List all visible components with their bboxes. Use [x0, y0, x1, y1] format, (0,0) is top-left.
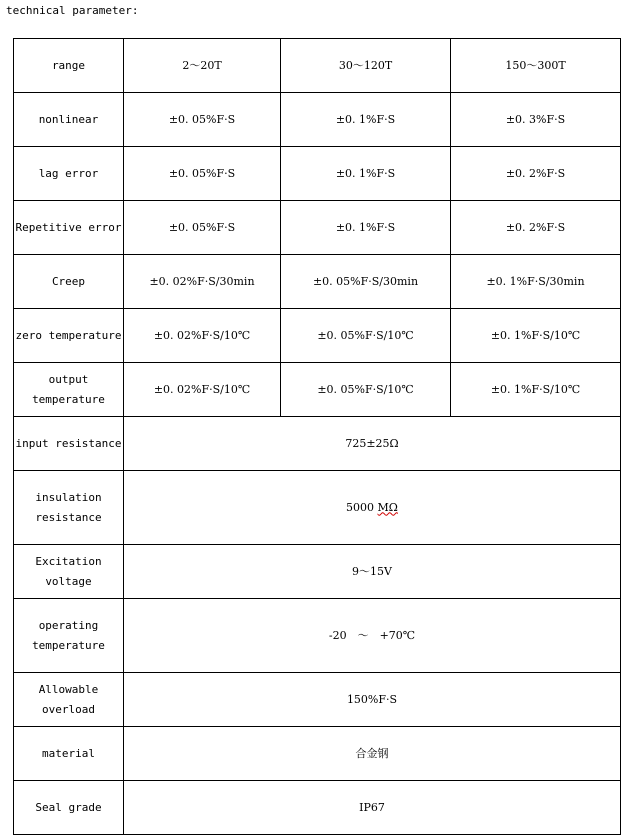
table-row-operating-temperature [14, 599, 621, 673]
table-row-material [14, 727, 621, 781]
merged-value: 9～15V [124, 545, 621, 599]
row-label: input resistance [14, 417, 124, 471]
cell-value: ±0. 1%F·S [281, 147, 451, 201]
table-row-allowable-overload [14, 673, 621, 727]
range-label: range [14, 39, 124, 93]
row-label: Allowable overload [14, 673, 124, 727]
table-row-lag-error [14, 147, 621, 201]
row-label [14, 471, 124, 545]
row-label: Excitation voltage [14, 545, 124, 599]
range-row [14, 39, 621, 93]
row-label: output temperature [14, 363, 124, 417]
cell-value: ±0. 1%F·S/10℃ [451, 363, 621, 417]
technical-parameter-table [13, 38, 621, 835]
cell-value: ±0. 05%F·S/10℃ [281, 363, 451, 417]
merged-value [124, 471, 621, 545]
table-row-insulation-resistance [14, 471, 621, 545]
merged-value: IP67 [124, 781, 621, 835]
cell-value: ±0. 1%F·S [281, 201, 451, 255]
merged-value: 合金钢 [124, 727, 621, 781]
cell-value: ±0. 05%F·S/30min [281, 255, 451, 309]
table-row-seal-grade [14, 781, 621, 835]
value-number: 5000 [346, 500, 378, 514]
cell-value: ±0. 1%F·S/10℃ [451, 309, 621, 363]
range-column-large: 150～300T [451, 39, 621, 93]
row-label: Creep [14, 255, 124, 309]
row-label: zero temperature [14, 309, 124, 363]
cell-value: ±0. 2%F·S [451, 201, 621, 255]
table-row-input-resistance [14, 417, 621, 471]
table-row-zero-temperature [14, 309, 621, 363]
label-line: resistance [35, 510, 102, 524]
row-label [14, 599, 124, 673]
cell-value: ±0. 05%F·S [124, 93, 281, 147]
table-row-output-temperature [14, 363, 621, 417]
cell-value: ±0. 05%F·S [124, 201, 281, 255]
cell-value: ±0. 1%F·S/30min [451, 255, 621, 309]
cell-value: ±0. 02%F·S/30min [124, 255, 281, 309]
section-heading: technical parameter: [6, 4, 139, 17]
spellcheck-marked-unit: MΩ [377, 500, 398, 514]
table-row-excitation-voltage [14, 545, 621, 599]
cell-value: ±0. 02%F·S/10℃ [124, 309, 281, 363]
row-label: material [14, 727, 124, 781]
cell-value: ±0. 05%F·S/10℃ [281, 309, 451, 363]
cell-value: ±0. 02%F·S/10℃ [124, 363, 281, 417]
cell-value: ±0. 3%F·S [451, 93, 621, 147]
cell-value: ±0. 1%F·S [281, 93, 451, 147]
cell-value: ±0. 2%F·S [451, 147, 621, 201]
table-row-repetitive-error [14, 201, 621, 255]
range-column-small: 2～20T [124, 39, 281, 93]
merged-value: -20 ～ +70℃ [124, 599, 621, 673]
label-line: temperature [32, 638, 105, 652]
row-label: nonlinear [14, 93, 124, 147]
range-column-medium: 30～120T [281, 39, 451, 93]
row-label: Repetitive error [14, 201, 124, 255]
row-label: lag error [14, 147, 124, 201]
row-label: Seal grade [14, 781, 124, 835]
merged-value: 150%F·S [124, 673, 621, 727]
label-line: insulation [35, 490, 102, 504]
cell-value: ±0. 05%F·S [124, 147, 281, 201]
label-line: operating [38, 618, 99, 632]
merged-value: 725±25Ω [124, 417, 621, 471]
table-row-creep [14, 255, 621, 309]
table-row-nonlinear [14, 93, 621, 147]
